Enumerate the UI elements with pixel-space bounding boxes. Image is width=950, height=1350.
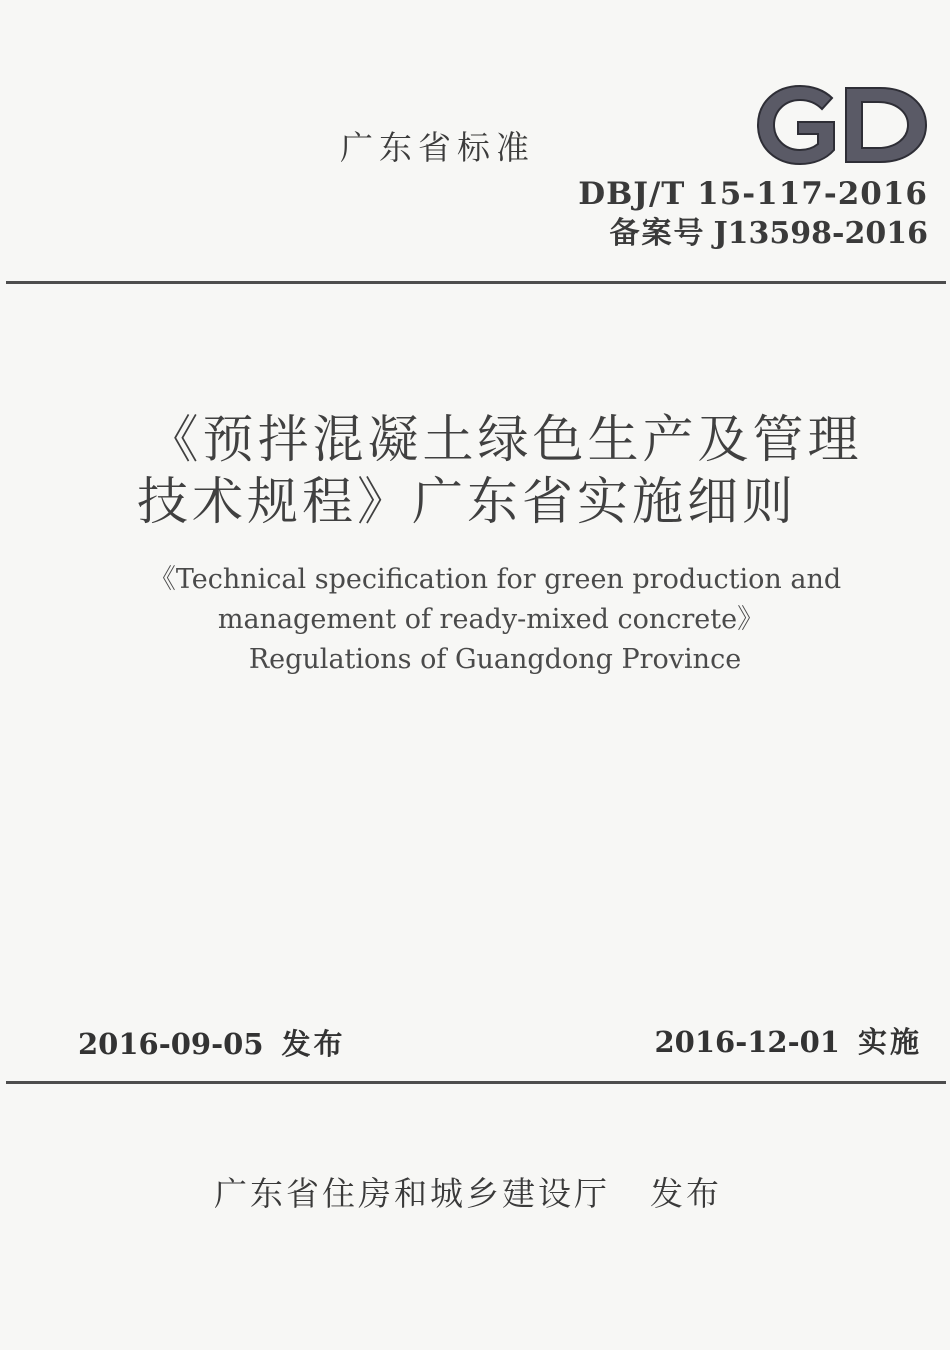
standard-codes xyxy=(578,174,928,254)
standard-type-label: 广东省标准 xyxy=(340,128,535,167)
effective-label: 实施 xyxy=(857,1025,922,1059)
record-number-line xyxy=(578,214,928,254)
title-en-line1: 《Technical specification for green production and xyxy=(148,564,842,595)
standard-code: DBJ/T 15-117-2016 xyxy=(578,176,928,212)
bottom-divider xyxy=(6,1081,946,1084)
top-divider xyxy=(6,281,946,284)
title-en-line3: Regulations of Guangdong Province xyxy=(248,644,742,675)
title-cn-line1: 《预拌混凝土绿色生产及管理 xyxy=(147,411,863,470)
effective-date: 2016-12-01 xyxy=(654,1025,840,1059)
logo-d-letter xyxy=(846,88,926,162)
publisher-line xyxy=(214,1168,722,1215)
publish-action: 发布 xyxy=(650,1174,722,1213)
publisher-name: 广东省住房和城乡建设厅 xyxy=(214,1174,610,1213)
record-number: J13598-2016 xyxy=(713,216,928,251)
record-label: 备案号 xyxy=(609,216,706,251)
logo-g-letter xyxy=(758,86,834,164)
title-cn-line2: 技术规程》广东省实施细则 xyxy=(136,473,797,532)
effective-date-block xyxy=(654,1020,922,1061)
issue-label: 发布 xyxy=(281,1027,346,1061)
title-en-line2: management of ready-mixed concrete》 xyxy=(217,604,765,635)
issue-date: 2016-09-05 xyxy=(78,1027,264,1061)
issue-date-block xyxy=(78,1022,346,1063)
gd-logo xyxy=(754,82,930,168)
